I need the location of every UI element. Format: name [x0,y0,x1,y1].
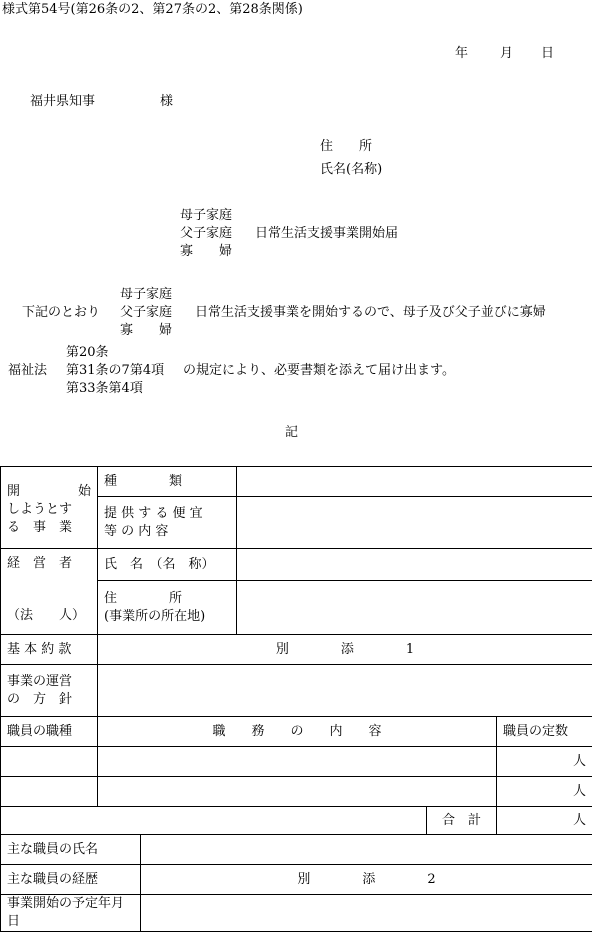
body-mid: 日常生活支援事業を開始するので、母子及び父子並びに寡婦 [195,305,546,321]
operator-address-label: 住 所 (事業所の所在地) [98,581,237,635]
ki-heading: 記 [285,425,298,441]
body-article1: 第20条 [66,345,109,361]
staff-count-cell[interactable]: 人 [497,747,592,777]
articles-label: 基 本 約 款 [1,635,98,665]
operator-label: 経 営 者 （法 人） [1,549,98,635]
main-staff-names-field[interactable] [141,835,592,865]
body-family3: 寡 婦 [120,323,172,339]
staff-type-cell[interactable] [1,777,98,807]
body-law: 福祉法 [8,363,47,379]
date-year: 年 [455,46,468,62]
main-staff-history-value: 別 添 2 [141,865,592,895]
operator-name-label: 氏 名 （名 称） [98,549,237,581]
body-family1: 母子家庭 [120,287,172,303]
form-number: 様式第54号(第26条の2、第27条の2、第28条関係) [2,2,303,18]
applicant-address-label: 住 所 [320,139,372,155]
title-line1: 母子家庭 [180,208,232,224]
title-suffix: 日常生活支援事業開始届 [255,226,398,242]
title-line3: 寡 婦 [180,244,232,260]
staff-type-header: 職員の職種 [1,717,98,747]
total-label: 合 計 [427,807,497,835]
title-line2: 父子家庭 [180,226,232,242]
main-staff-names-label: 主な職員の氏名 [1,835,141,865]
policy-label: 事業の運営 の 方 針 [1,665,98,717]
form-table [0,466,592,932]
service-field[interactable] [237,497,592,549]
staff-count-cell[interactable]: 人 [497,777,592,807]
kind-field[interactable] [237,467,592,497]
staff-duty-cell[interactable] [98,777,497,807]
date-month: 月 [500,46,513,62]
addressee-name: 福井県知事 [30,94,95,110]
body-lead: 下記のとおり [22,305,100,321]
total-spacer [1,807,427,835]
main-staff-history-label: 主な職員の経歴 [1,865,141,895]
operator-name-field[interactable] [237,549,592,581]
addressee-honorific: 様 [160,94,173,110]
business-section-label: 開 始 しようとす る 事 業 [1,467,98,549]
applicant-name-label: 氏名(名称) [320,162,382,178]
staff-duty-cell[interactable] [98,747,497,777]
policy-field[interactable] [98,665,592,717]
start-date-field[interactable] [141,895,592,932]
body-article3: 第33条第4項 [66,381,143,397]
kind-label: 種 類 [98,467,237,497]
articles-value: 別 添 1 [98,635,592,665]
staff-count-header: 職員の定数 [497,717,592,747]
body-family2: 父子家庭 [120,305,172,321]
body-tail: の規定により、必要書類を添えて届け出ます。 [183,363,455,379]
total-count-cell[interactable]: 人 [497,807,592,835]
service-label: 提 供 す る 便 宜 等 の 内 容 [98,497,237,549]
staff-type-cell[interactable] [1,747,98,777]
date-day: 日 [541,46,554,62]
body-article2: 第31条の7第4項 [66,363,164,379]
start-date-label: 事業開始の予定年月日 [1,895,141,932]
operator-address-field[interactable] [237,581,592,635]
staff-duty-header: 職 務 の 内 容 [98,717,497,747]
